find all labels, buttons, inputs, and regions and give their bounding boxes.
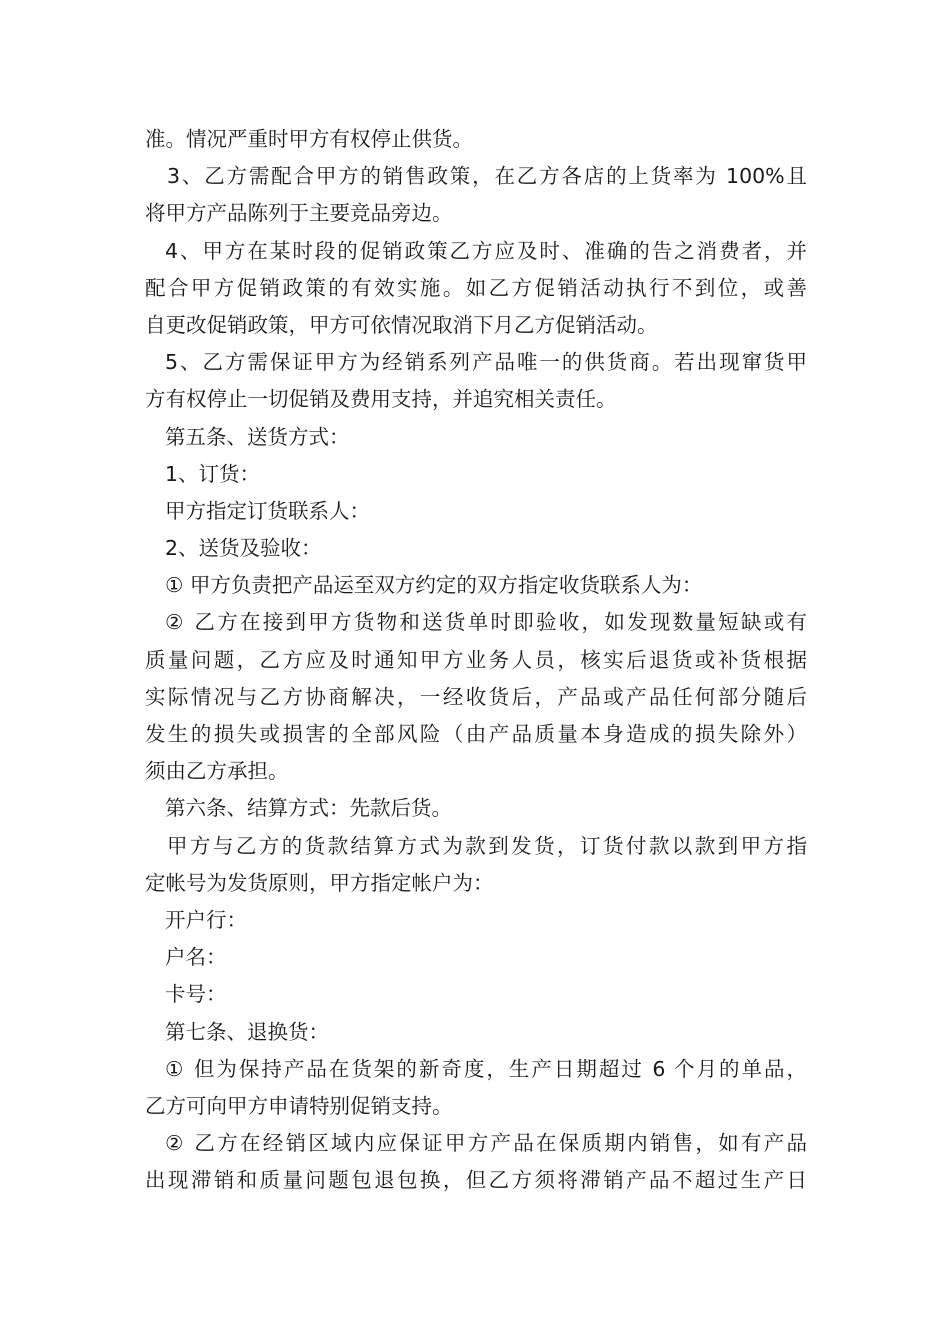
text-line: 2、送货及验收： bbox=[165, 536, 322, 561]
text-line: ② 乙方在经销区域内应保证甲方产品在保质期内销售，如有产品 bbox=[165, 1131, 807, 1156]
text-line: 乙方可向甲方申请特别促销支持。 bbox=[145, 1093, 453, 1118]
text-line: 将甲方产品陈列于主要竞品旁边。 bbox=[145, 201, 453, 226]
text-line: 卡号： bbox=[165, 982, 227, 1007]
document-body bbox=[145, 121, 807, 1199]
text-line: 甲方指定订货联系人： bbox=[165, 498, 370, 523]
text-line: ① 甲方负责把产品运至双方约定的双方指定收货联系人为： bbox=[165, 573, 703, 598]
section-heading: 第七条、退换货： bbox=[165, 1019, 329, 1044]
section-heading: 第五条、送货方式： bbox=[165, 424, 350, 449]
text-line: 甲方与乙方的货款结算方式为款到发货，订货付款以款到甲方指 bbox=[167, 833, 807, 858]
text-line: 1、订货： bbox=[165, 461, 261, 486]
text-line: 须由乙方承担。 bbox=[145, 759, 289, 784]
text-line: 质量问题，乙方应及时通知甲方业务人员，核实后退货或补货根据 bbox=[145, 647, 807, 672]
text-line: 方有权停止一切促销及费用支持，并追究相关责任。 bbox=[145, 387, 617, 412]
section-heading: 第六条、结算方式：先款后货。 bbox=[165, 796, 452, 821]
text-line: 5、乙方需保证甲方为经销系列产品唯一的供货商。若出现窜货甲 bbox=[165, 350, 807, 375]
text-line: 实际情况与乙方协商解决，一经收货后，产品或产品任何部分随后 bbox=[145, 684, 807, 709]
text-line: 户名： bbox=[165, 945, 227, 970]
text-line: 4、甲方在某时段的促销政策乙方应及时、准确的告之消费者，并 bbox=[165, 238, 807, 263]
text-line: ① 但为保持产品在货架的新奇度，生产日期超过 6 个月的单品， bbox=[165, 1056, 807, 1081]
text-line: 自更改促销政策，甲方可依情况取消下月乙方促销活动。 bbox=[145, 312, 658, 337]
text-line: 定帐号为发货原则，甲方指定帐户为： bbox=[145, 870, 494, 895]
text-line: 3、乙方需配合甲方的销售政策，在乙方各店的上货率为 100%且 bbox=[167, 164, 807, 189]
text-line: 开户行： bbox=[165, 907, 247, 932]
text-line: 出现滞销和质量问题包退包换，但乙方须将滞销产品不超过生产日 bbox=[145, 1168, 807, 1193]
text-line: 配合甲方促销政策的有效实施。如乙方促销活动执行不到位，或善 bbox=[145, 275, 807, 300]
text-line: 准。情况严重时甲方有权停止供货。 bbox=[145, 127, 473, 151]
text-line: 发生的损失或损害的全部风险（由产品质量本身造成的损失除外） bbox=[145, 722, 807, 746]
text-line: ② 乙方在接到甲方货物和送货单时即验收，如发现数量短缺或有 bbox=[165, 610, 807, 635]
